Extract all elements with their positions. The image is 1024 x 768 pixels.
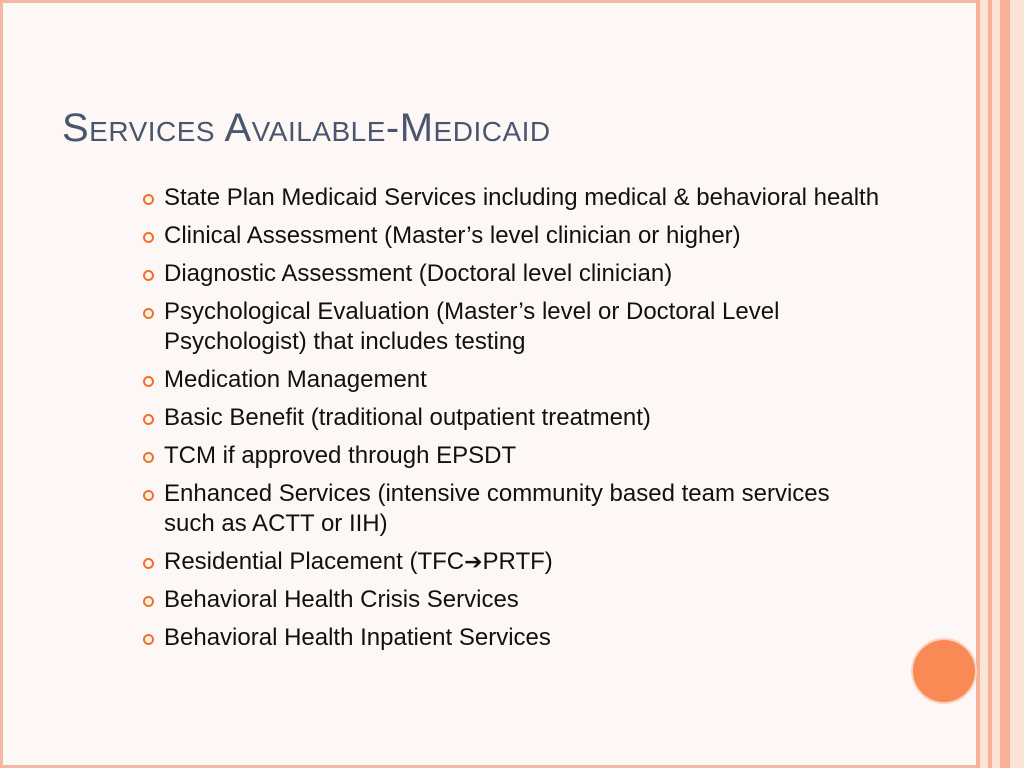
bullet-circle-icon	[143, 232, 154, 243]
list-item	[143, 259, 883, 289]
list-item	[143, 297, 883, 357]
bullet-text: State Plan Medicaid Services including medical & behavioral health	[164, 184, 880, 211]
slide-title: Services Available-Medicaid	[62, 106, 551, 150]
arrow-right-icon: ➔	[464, 549, 483, 574]
slide-border-left	[0, 0, 3, 768]
bullet-text: TCM if approved through EPSDT	[164, 442, 517, 469]
bullet-text: Residential Placement (TFC	[164, 548, 465, 575]
list-item	[143, 623, 883, 653]
bullet-text: Enhanced Services (intensive community based team services such as ACTT or IIH)	[164, 480, 830, 537]
list-item	[143, 403, 883, 433]
bullet-circle-icon	[143, 634, 154, 645]
bullet-text: Behavioral Health Crisis Services	[164, 586, 519, 613]
bullet-circle-icon	[143, 270, 154, 281]
decorative-stripe	[992, 0, 1000, 768]
decorative-circle	[913, 640, 975, 702]
list-item	[143, 479, 883, 539]
bullet-text: Basic Benefit (traditional outpatient treatment)	[164, 404, 651, 431]
bullet-circle-icon	[143, 490, 154, 501]
bullet-text-suffix: PRTF)	[482, 548, 553, 575]
list-item	[143, 183, 883, 213]
bullet-text: Diagnostic Assessment (Doctoral level clinician)	[164, 260, 673, 287]
bullet-circle-icon	[143, 596, 154, 607]
list-item	[143, 441, 883, 471]
decorative-stripe	[1010, 0, 1024, 768]
bullet-list	[143, 183, 883, 661]
decorative-stripe	[980, 0, 988, 768]
bullet-circle-icon	[143, 376, 154, 387]
list-item	[143, 585, 883, 615]
bullet-text: Psychological Evaluation (Master’s level or Doctoral Level Psychologist) that includes testing	[164, 298, 780, 355]
bullet-circle-icon	[143, 414, 154, 425]
bullet-circle-icon	[143, 452, 154, 463]
bullet-circle-icon	[143, 558, 154, 569]
bullet-circle-icon	[143, 194, 154, 205]
bullet-text: Medication Management	[164, 366, 427, 393]
bullet-circle-icon	[143, 308, 154, 319]
list-item	[143, 365, 883, 395]
list-item	[143, 221, 883, 251]
list-item	[143, 547, 883, 577]
bullet-text: Clinical Assessment (Master’s level clinician or higher)	[164, 222, 741, 249]
decorative-stripe	[1000, 0, 1010, 768]
slide-border-top	[0, 0, 976, 3]
bullet-text: Behavioral Health Inpatient Services	[164, 624, 551, 651]
